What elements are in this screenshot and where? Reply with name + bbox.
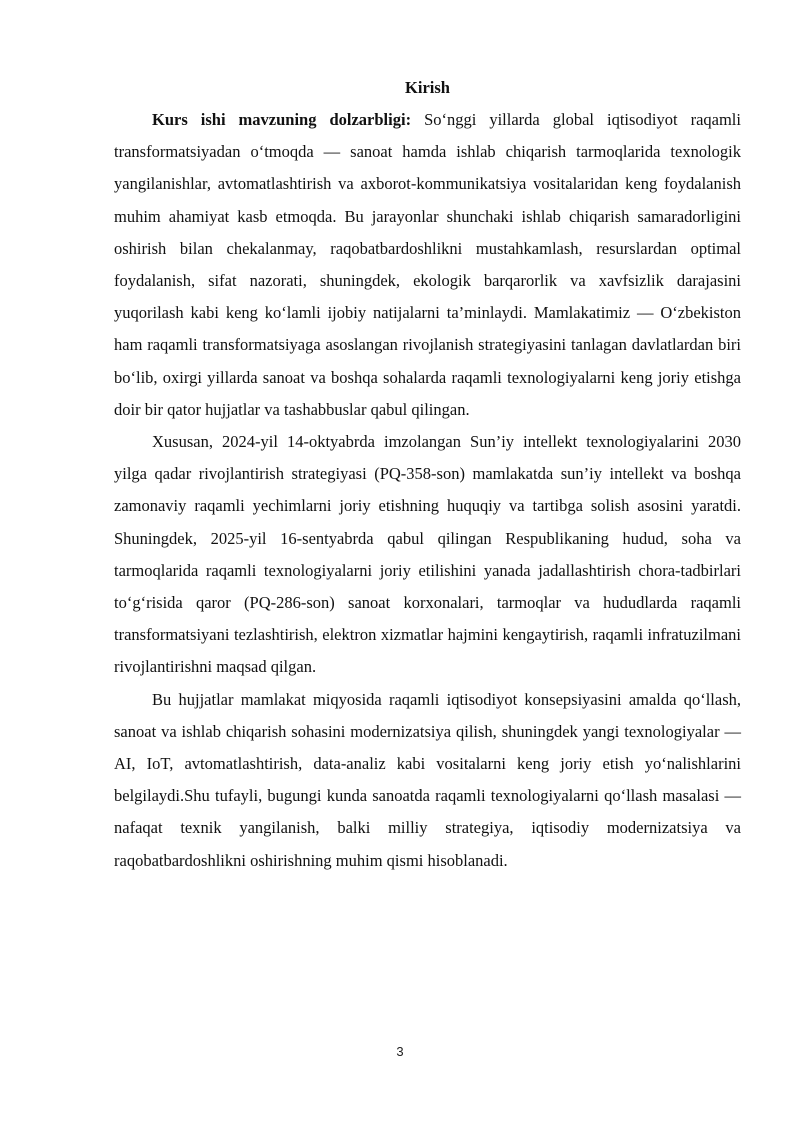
page-number: 3 bbox=[396, 1044, 404, 1059]
paragraph-lead: Kurs ishi mavzuning dolzarbligi: bbox=[152, 110, 412, 129]
section-heading: Kirish bbox=[405, 78, 450, 97]
document-page bbox=[114, 72, 741, 877]
paragraph-text: So‘nggi yillarda global iqtisodiyot raqamli transformatsiyadan o‘tmoqda — sanoat hamda ishlab chiqarish tarmoqlarida texnologik yangilanishlar, avtomatlashtirish va axborot-kommunikatsiya vositalaridan keng foydalanish muhim ahamiyat kasb etmoqda. Bu jarayonlar shunchaki ishlab chiqarish samaradorligini oshirish bilan chekalanmay, raqobatbardoshlikni mustahkamlash, resurslardan optimal foydalanish, sifat nazorati, shuningdek, ekologik barqarorlik va xavfsizlik darajasini yuqorilash kabi keng ko‘lamli ijobiy natijalarni ta’minlaydi. Mamlakatimiz — O‘zbekiston ham raqamli transformatsiyaga asoslangan rivojlanish strategiyasini tanlagan davlatlardan biri bo‘lib, oxirgi yillarda sanoat va boshqa sohalarda raqamli texnologiyalarni keng joriy etishga doir bir qator hujjatlar va tashabbuslar qabul qilingan. bbox=[114, 110, 741, 419]
paragraph-strategy: Xususan, 2024-yil 14-oktyabrda imzolangan Sun’iy intellekt texnologiyalarini 2030 yilga qadar rivojlantirish strategiyasi (PQ-358-son) mamlakatda sun’iy intellekt va boshqa zamonaviy raqamli yechimlarni joriy etishning huquqiy va tartibga solish asosini yaratdi. Shuningdek, 2025-yil 16-sentyabrda qabul qilingan Respublikaning hudud, soha va tarmoqlarida raqamli texnologiyalarni joriy etilishini yanada jadallashtirish chora-tadbirlari to‘g‘risida qaror (PQ-286-son) sanoat korxonalari, tarmoqlar va hududlarda raqamli transformatsiyani tezlashtirish, elektron xizmatlar hajmini kengaytirish, raqamli infratuzilmani rivojlantirishni maqsad qilgan. bbox=[114, 432, 741, 677]
paragraph-relevance bbox=[114, 104, 741, 426]
paragraph-conclusion: Bu hujjatlar mamlakat miqyosida raqamli iqtisodiyot konsepsiyasini amalda qo‘llash, sanoat va ishlab chiqarish sohasini modernizatsiya qilish, shuningdek yangi texnologiyalar — AI, IoT, avtomatlashtirish, data-analiz kabi vositalarni keng joriy etish yo‘nalishlarini belgilaydi.Shu tufayli, bugungi kunda sanoatda raqamli texnologiyalarni qo‘llash masalasi — nafaqat texnik yangilanish, balki milliy strategiya, iqtisodiy modernizatsiya va raqobatbardoshlikni oshirishning muhim qismi hisoblanadi. bbox=[114, 689, 741, 870]
